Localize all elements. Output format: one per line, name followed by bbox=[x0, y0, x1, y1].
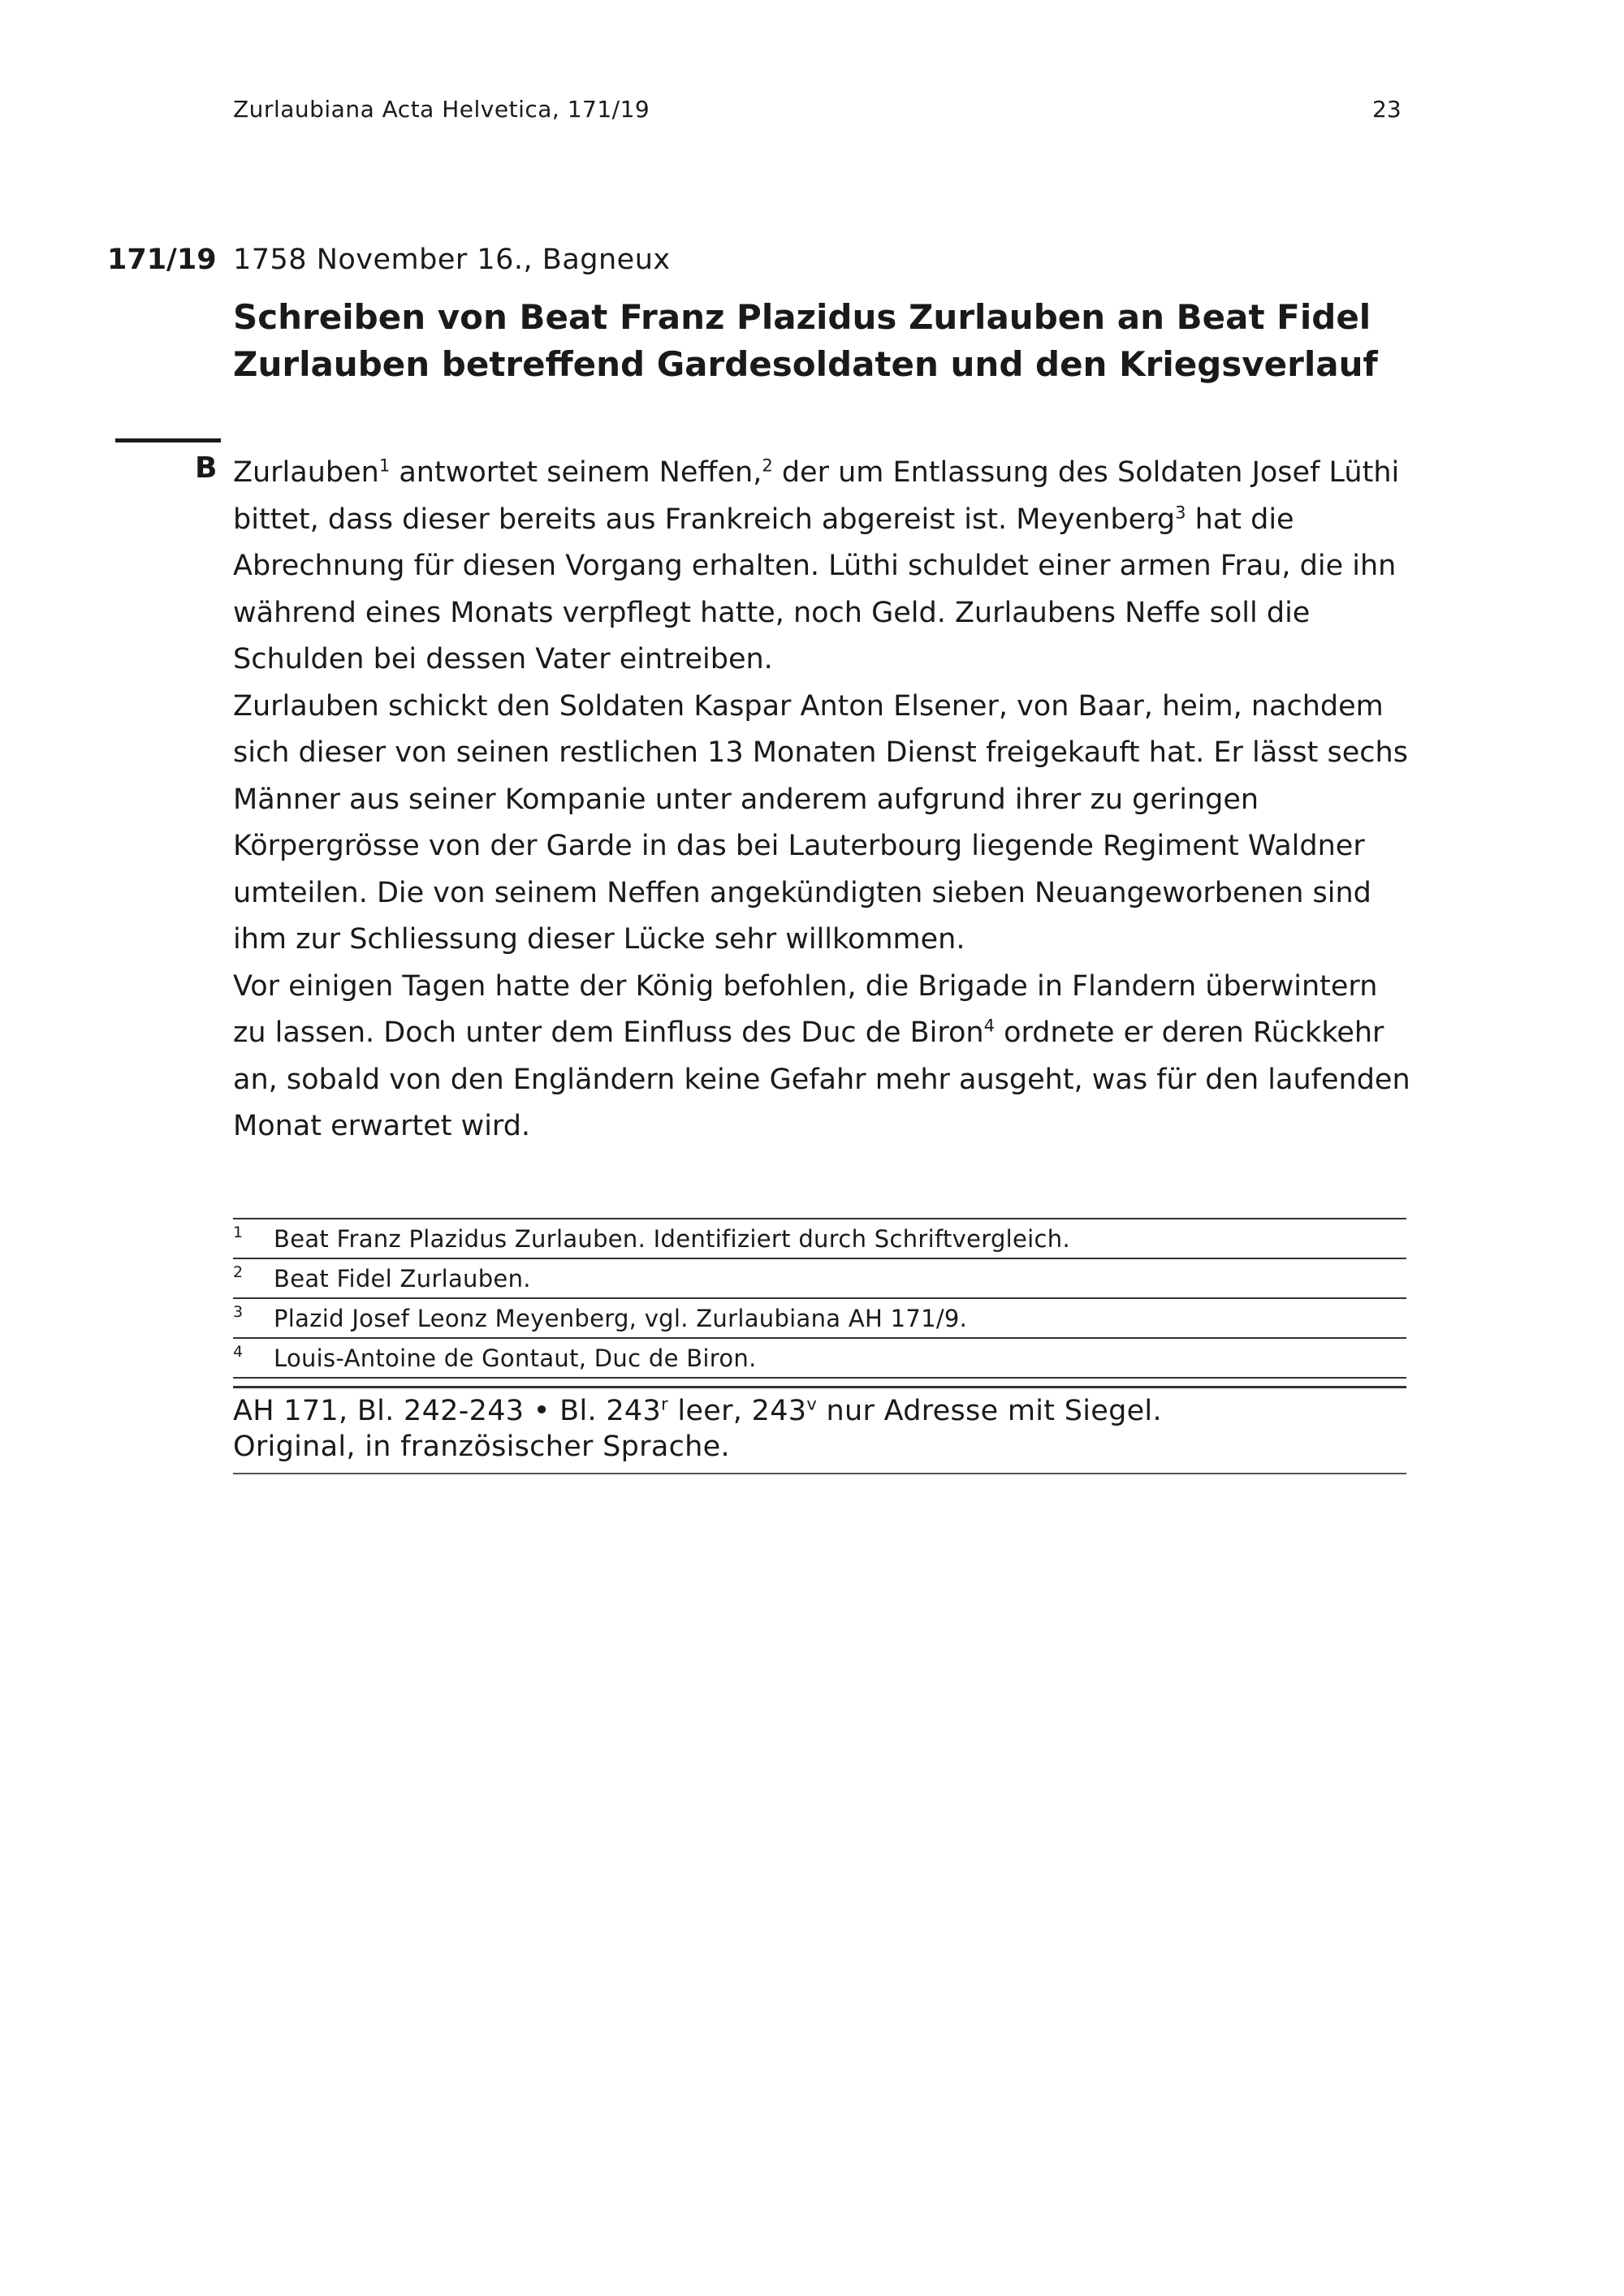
footnotes bbox=[233, 1218, 1406, 1379]
footnote-ref: 2 bbox=[762, 455, 773, 476]
section-divider bbox=[115, 438, 221, 442]
regest-text: antwortet seinem Neffen, bbox=[390, 456, 762, 489]
document-title: Schreiben von Beat Franz Plazidus Zurlauben an Beat Fidel Zurlauben betreffend Gardesoldaten und den Kriegsverlauf bbox=[233, 297, 1378, 384]
regest-text: der um Entlassung des Soldaten Josef Lüthi bittet, dass dieser bereits aus Frankreich abgereist ist. Meyenberg bbox=[233, 456, 1400, 536]
footnote-item bbox=[233, 1219, 1406, 1259]
source-text: leer, 243 bbox=[668, 1395, 807, 1427]
regest-paragraph-3 bbox=[233, 964, 1410, 1150]
source-text: nur Adresse mit Siegel. bbox=[817, 1395, 1162, 1427]
regest-text: ordnete er deren Rückkehr an, sobald von den Engländern keine Gefahr mehr ausgeht, was für den laufenden Monat erwartet wird. bbox=[233, 1016, 1410, 1142]
footnote-number: 4 bbox=[233, 1343, 244, 1361]
page-number: 23 bbox=[1372, 96, 1402, 123]
footnote-item bbox=[233, 1339, 1406, 1379]
footnote-ref: 1 bbox=[378, 455, 391, 476]
verso-mark: v bbox=[806, 1394, 818, 1414]
footnote-text: Beat Fidel Zurlauben. bbox=[274, 1265, 531, 1293]
section-marker: B bbox=[195, 451, 218, 485]
footnote-item bbox=[233, 1299, 1406, 1339]
source-reference bbox=[233, 1386, 1406, 1474]
footnote-number: 2 bbox=[233, 1263, 244, 1281]
regest-text: Vor einigen Tagen hatte der König befohlen, die Brigade in Flandern überwintern zu lassen. Doch unter dem Einfluss des Duc de Biron bbox=[233, 969, 1378, 1049]
regest-paragraph-1 bbox=[233, 450, 1410, 684]
regest-text: hat die Abrechnung für diesen Vorgang erhalten. Lüthi schuldet einer armen Frau, die ihn während eines Monats verpflegt hatte, noch Geld. Zurlaubens Neffe soll die Schulden bei dessen Vater eintreiben. bbox=[233, 503, 1397, 675]
source-line-2: Original, in französischer Sprache. bbox=[233, 1431, 730, 1463]
footnote-text: Beat Franz Plazidus Zurlauben. Identifiziert durch Schriftvergleich. bbox=[274, 1225, 1070, 1253]
source-text: AH 171, Bl. 242-243 • Bl. 243 bbox=[233, 1395, 662, 1427]
regest-paragraph-2: Zurlauben schickt den Soldaten Kaspar Anton Elsener, von Baar, heim, nachdem sich dieser von seinen restlichen 13 Monaten Dienst freigekauft hat. Er lässt sechs Männer aus seiner Kompanie unter anderem aufgrund ihrer zu geringen Körpergrösse von der Garde in das bei Lauterbourg liegende Regiment Waldner umteilen. Die von seinem Neffen angekündigten sieben Neuangeworbenen sind ihm zur Schliessung dieser Lücke sehr willkommen. bbox=[233, 689, 1408, 956]
document-number: 171/19 bbox=[107, 244, 217, 276]
footnote-text: Louis-Antoine de Gontaut, Duc de Biron. bbox=[274, 1344, 757, 1372]
footnote-number: 1 bbox=[233, 1224, 244, 1241]
footnote-ref: 3 bbox=[1175, 502, 1186, 522]
recto-mark: r bbox=[661, 1394, 668, 1414]
footnote-ref: 4 bbox=[983, 1016, 995, 1036]
source-line-1 bbox=[233, 1393, 1406, 1429]
regest-body bbox=[233, 450, 1410, 1150]
footnote-number: 3 bbox=[233, 1303, 244, 1321]
regest-text: Zurlauben bbox=[233, 456, 379, 489]
running-title: Zurlaubiana Acta Helvetica, 171/19 bbox=[233, 96, 650, 123]
document-date-place: 1758 November 16., Bagneux bbox=[233, 244, 671, 276]
footnote-item bbox=[233, 1259, 1406, 1299]
footnote-text: Plazid Josef Leonz Meyenberg, vgl. Zurlaubiana AH 171/9. bbox=[274, 1305, 968, 1332]
